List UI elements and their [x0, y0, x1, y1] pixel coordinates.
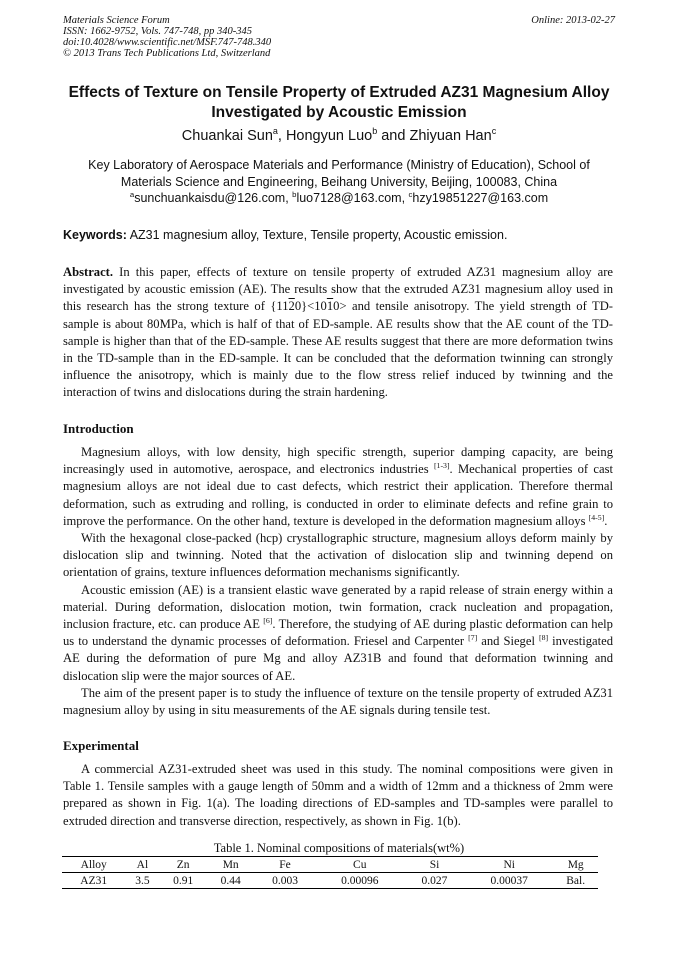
author-name: Chuankai Sun: [181, 128, 273, 144]
email-link[interactable]: sunchuankaisdu@126.com: [134, 191, 286, 205]
table-header-row: [62, 857, 598, 873]
column-header: Ni: [503, 858, 515, 871]
keywords-label: Keywords:: [63, 228, 127, 242]
paper-title: Effects of Texture on Tensile Property of Extruded AZ31 Magnesium Alloy Investigated by Acoustic Emission: [68, 84, 610, 121]
keywords-text: AZ31 magnesium alloy, Texture, Tensile property, Acoustic emission.: [129, 228, 508, 242]
paragraph: With the hexagonal close-packed (hcp) crystallographic structure, magnesium alloys deform mainly by dislocation slip and twinning. Noted that the activation of dislocation slip and twinning depend on orientation of grains, texture influences deformation mechanisms significantly.: [63, 531, 613, 580]
table-caption: Table 1. Nominal compositions of materials(wt%): [213, 841, 465, 855]
keywords: [63, 228, 615, 242]
author-list: Chuankai Sun$^a$, Hongyun Luo$^b$ and Zhiyuan Han$^c$: [181, 126, 497, 144]
experimental-body: [63, 761, 613, 830]
table-cell: 0.91: [173, 874, 194, 887]
table-cell: 0.44: [220, 874, 241, 887]
author-mark: b: [372, 126, 378, 137]
paragraph: The aim of the present paper is to study the influence of texture on the tensile property of extruded AZ31 magnesium alloy by using in situ measurements of the AE signals during tensile test.: [63, 685, 613, 718]
citation: [6]: [263, 615, 273, 625]
table-cell: 0.027: [421, 874, 448, 887]
column-header: Mn: [222, 858, 239, 871]
column-header: Alloy: [80, 858, 107, 871]
citation: [4-5]: [588, 512, 605, 522]
author-mark: a: [272, 126, 278, 137]
column-header: Zn: [176, 858, 190, 871]
journal-name: Materials Science Forum: [63, 15, 170, 26]
online-date: Online: 2013-02-27: [531, 15, 615, 26]
issn-line: ISSN: 1662-9752, Vols. 747-748, pp 340-345: [63, 26, 252, 37]
table-cell: AZ31: [80, 874, 108, 887]
column-header: Cu: [353, 858, 367, 871]
experimental-heading: Experimental: [63, 738, 139, 753]
author-name: Zhiyuan Han: [409, 128, 492, 144]
citation: [7]: [468, 633, 478, 643]
table-cell: 0.00096: [341, 874, 379, 887]
introduction-heading: Introduction: [63, 421, 134, 436]
paragraph: A commercial AZ31-extruded sheet was used in this study. The nominal compositions were given in Table 1. Tensile samples with a gauge length of 50mm and a width of 12mm and a thickness of 2mm were prepared as shown in Fig. 1(a). The loading directions of ED-samples and TD-samples were parallel to extruded direction and transverse direction, respectively, as shown in Fig. 1(b).: [63, 762, 613, 828]
column-header: Fe: [279, 858, 291, 871]
table-cell: 0.00037: [490, 874, 528, 887]
table-cell: 3.5: [135, 874, 150, 887]
email-link[interactable]: luo7128@163.com: [296, 191, 402, 205]
doi-line: doi:10.4028/www.scientific.net/MSF.747-748.340: [63, 37, 272, 48]
citation: [8]: [539, 633, 549, 643]
paragraph: Magnesium alloys, with low density, high specific strength, superior damping capacity, are being increasingly used in automotive, aerospace, and electronics industries [1-3]. Mechanical properties of cast magnesium alloys are not ideal due to cast defects, which restrict their application. Therefore thermal deformation, such as extruding and rolling, is conducted in order to eliminate defects and refine grain to improve the performance. On the other hand, texture is developed in the deformation magnesium alloys [4-5].: [63, 445, 613, 528]
introduction-body: [63, 444, 613, 719]
table-cell: Bal.: [566, 874, 586, 887]
abstract: Abstract. In this paper, effects of texture on tensile property of extruded AZ31 magnesium alloy are investigated by acoustic emission (AE). The results show that the extruded AZ31 magnesium alloy used in this research has the strong texture of {1120}<1010> and tensile anisotropy. The yield strength of TD-sample is about 80MPa, which is half of that of ED-sample. AE results show that the AE count of the TD-sample is higher than that of the ED-sample. These AE results suggest that there are more deformation twins in the TD-sample than in the ED-sample. It can be concluded that the deformation twinning can strongly influence the anisotropy, which is mainly due to the flow stress relief induced by twinning and the interaction of twins and dislocations during the strain hardening.: [63, 265, 613, 400]
journal-header: [63, 15, 615, 59]
column-header: Al: [136, 858, 149, 871]
citation: [1-3]: [433, 461, 450, 471]
email-list: $^a$sunchuankaisdu@126.com, $^b$luo7128@163.com, $^c$hzy19851227@163.com: [129, 189, 549, 205]
table-row: [62, 873, 598, 889]
column-header: Si: [429, 858, 440, 871]
affiliation: Key Laboratory of Aerospace Materials and Performance (Ministry of Education), School of Materials Science and Engineering, Beihang University, Beijing, 100083, China: [88, 158, 590, 189]
paragraph: Acoustic emission (AE) is a transient elastic wave generated by a rapid release of strain energy within a material. During deformation, dislocation motion, twin formation, crack nucleation and propagation, inclusion fracture, etc. can produce AE [6]. Therefore, the studying of AE during plastic deformation can help us to understand the dynamic processes of deformation. Friesel and Carpenter [7] and Siegel [8] investigated AE during the deformation of pure Mg and alloy AZ31B and found that deformation twinning and dislocation slip were the major sources of AE.: [63, 582, 613, 683]
table-cell: 0.003: [272, 874, 298, 887]
author-name: Hongyun Luo: [285, 128, 373, 144]
composition-table: [62, 856, 598, 889]
abstract-label: Abstract.: [63, 265, 114, 279]
author-mark: c: [491, 126, 497, 137]
column-header: Mg: [567, 858, 584, 871]
copyright-line: © 2013 Trans Tech Publications Ltd, Switzerland: [63, 48, 271, 59]
email-link[interactable]: hzy19851227@163.com: [412, 191, 549, 205]
